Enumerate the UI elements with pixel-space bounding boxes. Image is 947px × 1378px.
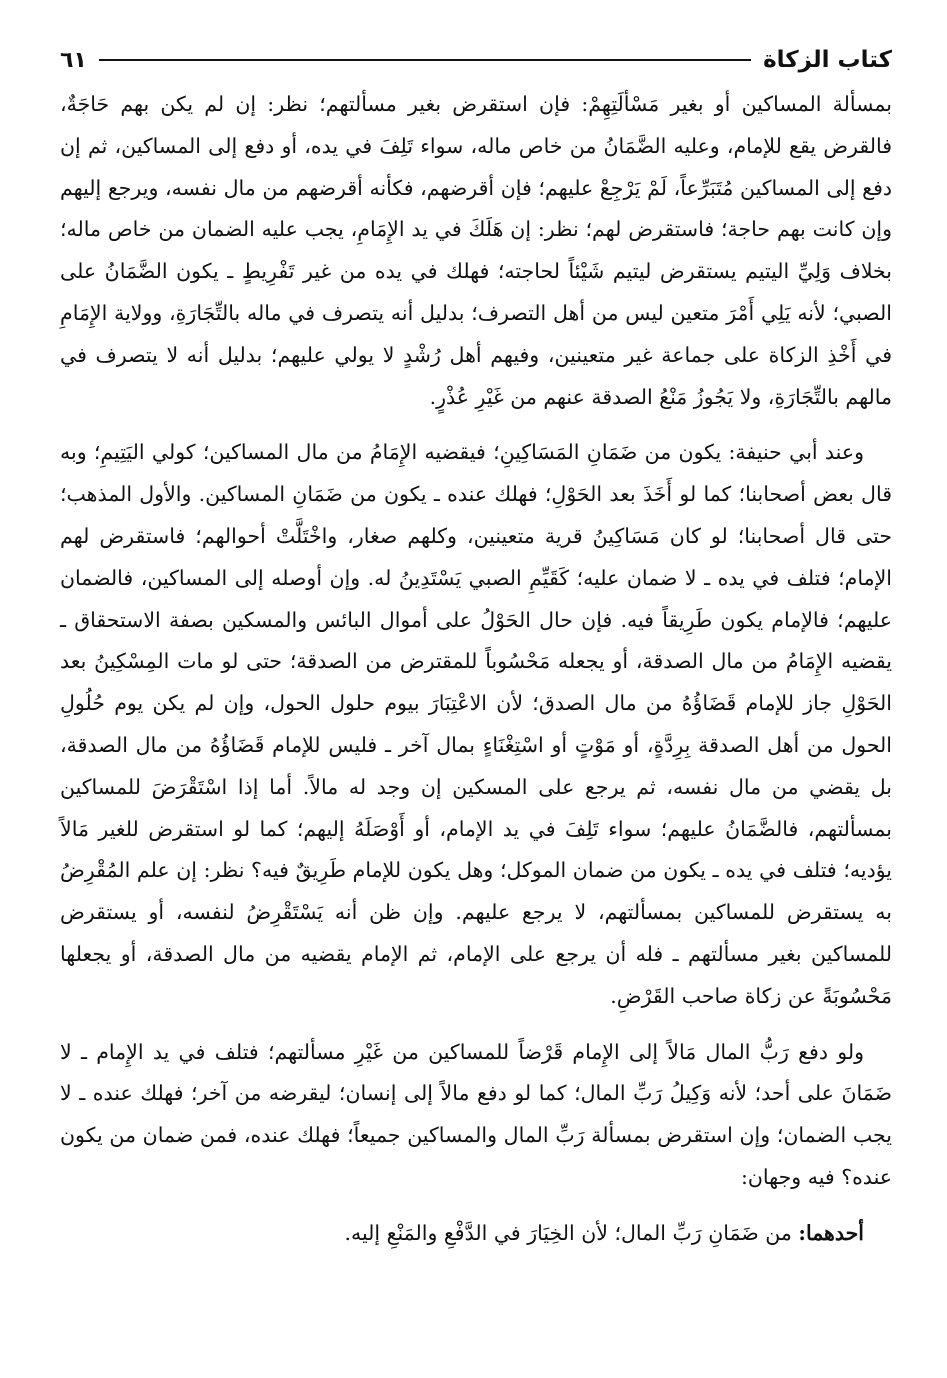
paragraph-4-label: أحدهما:: [798, 1220, 864, 1245]
header-rule: [99, 59, 751, 61]
book-title: كتاب الزكاة: [763, 47, 892, 73]
page-header: [60, 38, 892, 82]
paragraph-3: ولو دفع رَبُّ المال مَالاً إلى الإِمام قَرْضاً للمساكين من غَيْرِ مسألتهم؛ فتلف في يد الإِمام ـ لا ضَمَانَ على أحد؛ لأنه وَكِيلُ رَبِّ المال؛ كما لو دفع مالاً إلى إنسان؛ ليقرضه من آخر؛ فهلك عنده ـ لا يجب الضمان؛ وإن استقرض بمسألة رَبِّ المال والمساكين جميعاً؛ فهلك عنده، فمن ضمان من يكون عنده؟ فيه وجهان:: [60, 1039, 892, 1189]
paragraph-2: وعند أبي حنيفة: يكون من ضَمَانِ المَسَاكِينِ؛ فيقضيه الإِمَامُ من مال المساكين؛ كولي اليَتِيمِ؛ وبه قال بعض أصحابنا؛ كما لو أَخَذَ بعد الحَوْلِ؛ فهلك عنده ـ يكون من ضَمَانِ المساكين. والأول المذهب؛ حتى قال أصحابنا؛ لو كان مَسَاكِينُ قرية متعينين، وكلهم صغار، واخْتَلَّتْ أحوالهم؛ فاستقرض لهم الإمام؛ فتلف في يده ـ لا ضمان عليه؛ كَقَيِّمِ الصبي يَسْتَدِينُ له. وإن أوصله إلى المساكين، فالضمان عليهم؛ فالإمام يكون طَرِيقاً فيه. فإن حال الحَوْلُ على أموال البائس والمسكين بصفة الاستحقاق ـ يقضيه الإِمَامُ من مال الصدقة، أو يجعله مَحْسُوباً للمقترض من الصدقة؛ حتى لو مات المِسْكِينُ بعد الحَوْلِ جاز للإمام قَضَاؤُهُ من مال الصدق؛ لأن الاعْتِبَارَ بيوم حلول الحول، وإن لم يكن يوم حُلُولِ الحول من أهل الصدقة بِرِدَّةٍ، أو مَوْتٍ أو اسْتِغْنَاءٍ بمال آخر ـ فليس للإمام قَضَاؤُهُ من مال الصدقة، بل يقضي من مال نفسه، ثم يرجع على المسكين إن وجد له مالاً. أما إذا اسْتَقْرَضَ للمساكين بمسألتهم، فالضَّمَانُ عليهم؛ سواء تَلِفَ في يد الإمام، أو أَوْصَلَهُ إليهم؛ كما لو استقرض للغير مَالاً يؤديه؛ فتلف في يده ـ يكون من ضمان الموكل؛ وهل يكون للإمام طَرِيقٌ فيه؟ نظر: إن علم المُقْرِضُ به يستقرض للمساكين بمسألتهم، لا يرجع عليهم. وإن ظن أنه يَسْتَقْرِضُ لنفسه، أو يستقرض للمساكين بغير مسألتهم ـ فله أن يرجع على الإمام، ثم الإمام يقضيه من مال الصدقة، أو يجعلها مَحْسُوبَةً عن زكاة صاحب القَرْضِ.: [60, 440, 892, 1008]
paragraph-4-text: من ضَمَانِ رَبِّ المال؛ لأن الخِيَارَ في الدَّفْعِ والمَنْعِ إليه.: [344, 1220, 792, 1245]
paragraph-4: [60, 1213, 892, 1255]
paragraph-1: بمسألة المساكين أو بغير مَسْألَتِهِمْ: فإن استقرض بغير مسألتهم؛ نظر: إن لم يكن بهم حَاجَةٌ، فالقرض يقع للإمام، وعليه الضَّمَانُ من خاص ماله، سواء تَلِفَ في يده، أو دفع إلى المساكين، ثم إن دفع إلى المساكين مُتَبَرِّعاً، لَمْ يَرْجِعْ عليهم؛ فإن أقرضهم، فكأنه أقرضهم من مال نفسه، ويرجع إليهم وإن كانت بهم حاجة؛ فاستقرض لهم؛ نظر: إن هَلَكَ في يد الإِمَامِ، يجب عليه الضمان من خاص ماله؛ بخلاف وَلِيِّ اليتيم يستقرض ليتيم شَيْئاً لحاجته؛ فهلك في يده من غير تَفْرِيطٍ ـ يكون الضَّمَانُ على الصبي؛ لأنه يَلِي أَمْرَ متعين ليس من أهل التصرف؛ بدليل أنه يتصرف في ماله بالتِّجَارَةِ، وولاية الإِمَامِ في أَخْذِ الزكاة على جماعة غير متعينين، وفيهم أهل رُشْدٍ لا يولي عليهم؛ بدليل أنه لا يتصرف في مالهم بالتِّجَارَةِ، ولا يَجُوزُ مَنْعُ الصدقة عنهم من غَيْرِ عُذْرٍ.: [60, 92, 892, 409]
page-number: ٦١: [60, 47, 87, 73]
document-page: [60, 38, 892, 1255]
